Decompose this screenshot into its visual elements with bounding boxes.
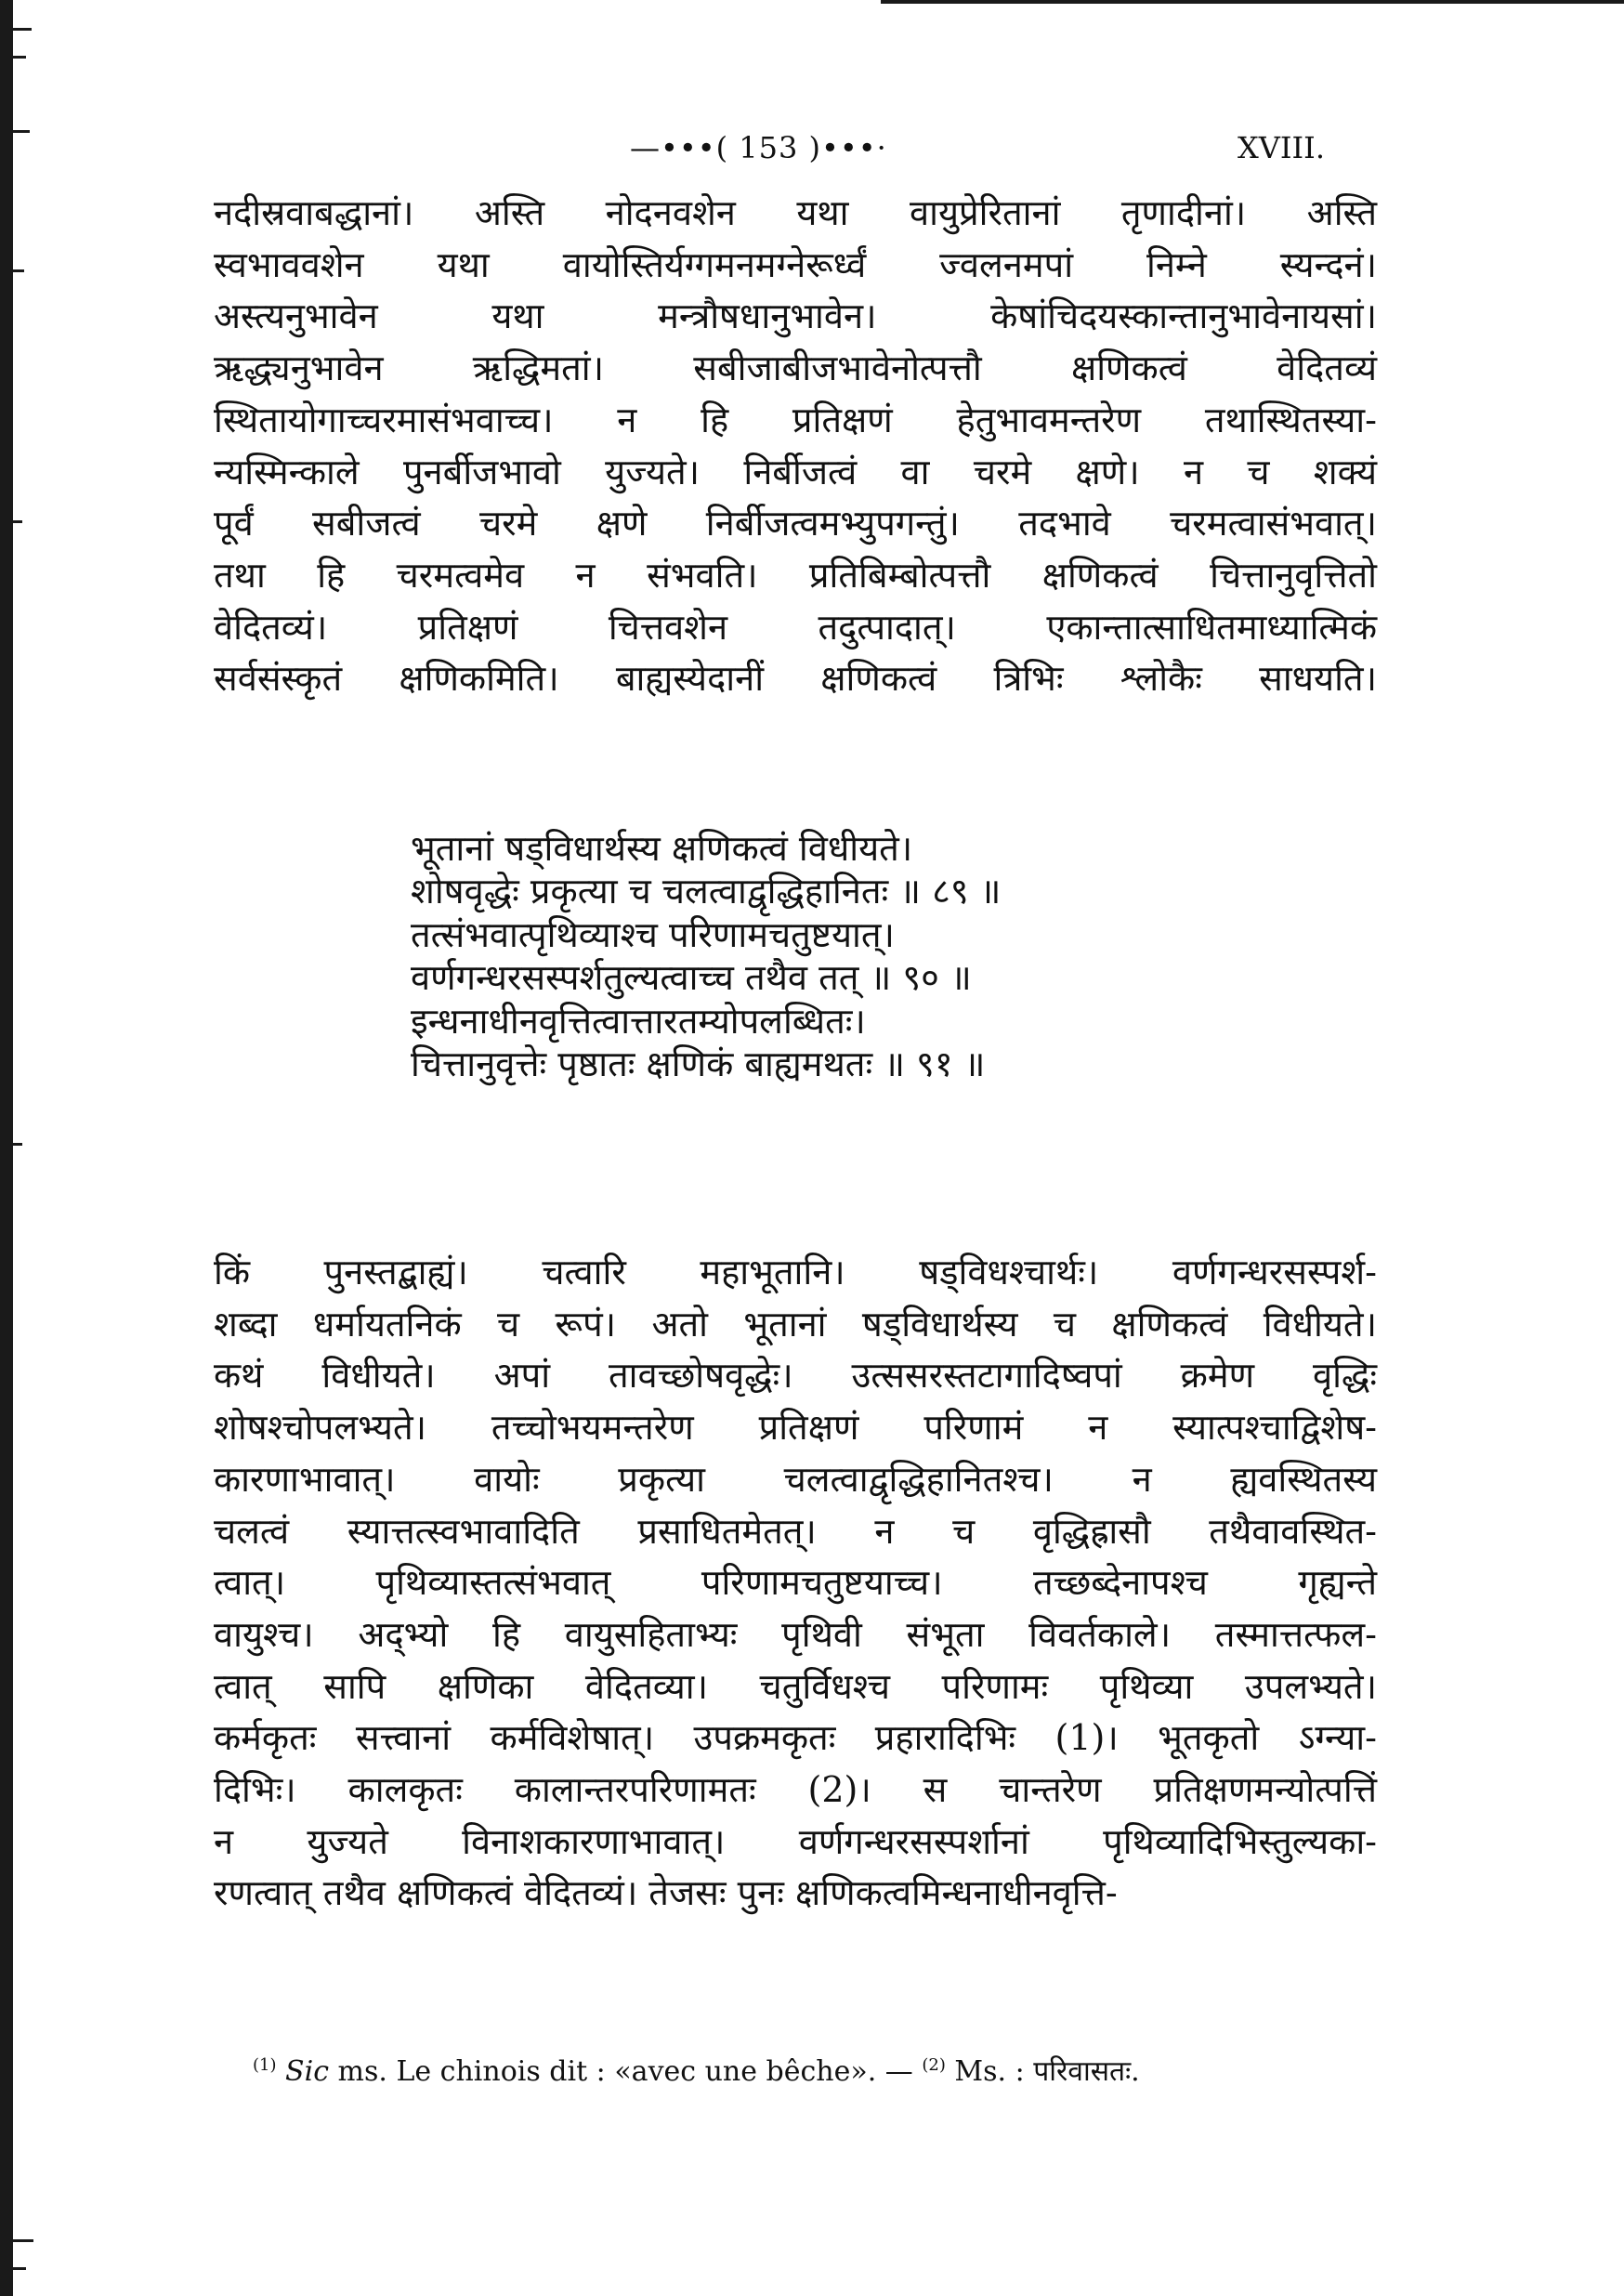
text-line: ऋद्ध्यनुभावेन ऋद्धिमतां। सबीजाबीजभावेनोत्पत्तौ क्षणिकत्वं वेदितव्यं bbox=[214, 348, 1377, 389]
footnote-marker: (1) bbox=[253, 2055, 277, 2075]
footnote-marker: (2) bbox=[922, 2055, 946, 2075]
text-line: नदीस्रवाबद्धानां। अस्ति नोदनवशेन यथा वायुप्रेरितानां तृणादीनां। अस्ति bbox=[214, 192, 1377, 233]
page-header bbox=[0, 130, 1624, 167]
scan-margin-marks bbox=[13, 0, 39, 2296]
verse-line: इन्धनाधीनवृत्तित्वात्तारतम्योपलब्धितः। bbox=[411, 1000, 866, 1042]
verse-line: शोषवृद्धेः प्रकृत्या च चलत्वाद्वृद्धिहानितः ॥ ८९ ॥ bbox=[411, 871, 1002, 912]
verse-line: तत्संभवात्पृथिव्याश्च परिणामचतुष्टयात्। bbox=[411, 913, 895, 955]
text-line: शोषश्चोपलभ्यते। तच्चोभयमन्तरेण प्रतिक्षणं परिणामं न स्यात्पश्चाद्विशेष- bbox=[214, 1407, 1377, 1449]
text-line: न युज्यते विनाशकारणाभावात्। वर्णगन्धरसस्पर्शानां पृथिव्यादिभिस्तुल्यका- bbox=[214, 1820, 1377, 1862]
text-line: कारणाभावात्। वायोः प्रकृत्या चलत्वाद्वृद्धिहानितश्च। न ह्यवस्थितस्य bbox=[214, 1458, 1377, 1500]
commentary-paragraph-1 bbox=[214, 188, 1377, 705]
footnotes bbox=[253, 2049, 1368, 2089]
text-line: किं पुनस्तद्बाह्यं। चत्वारि महाभूतानि। षड्विधश्चार्थः। वर्णगन्धरसस्पर्श- bbox=[214, 1252, 1377, 1292]
text-line: दिभिः। कालकृतः कालान्तरपरिणामतः (2)। स चान्तरेण प्रतिक्षणमन्योत्पत्तिं bbox=[214, 1769, 1377, 1811]
text-line: कर्मकृतः सत्त्वानां कर्मविशेषात्। उपक्रमकृतः प्रहारादिभिः (1)। भूतकृतो ऽग्न्या- bbox=[214, 1717, 1377, 1759]
text-line: त्वात्। पृथिव्यास्तत्संभवात् परिणामचतुष्टयाच्च। तच्छब्देनापश्च गृह्यन्ते bbox=[214, 1562, 1377, 1604]
text-line: न्यस्मिन्काले पुनर्बीजभावो युज्यते। निर्बीजत्वं वा चरमे क्षणे। न च शक्यं bbox=[214, 451, 1377, 492]
page-number: —•••( 153 )•••· bbox=[630, 130, 887, 165]
verse-block bbox=[411, 827, 1247, 1085]
text-line: वेदितव्यं। प्रतिक्षणं चित्तवशेन तदुत्पादात्। एकान्तात्साधितमाध्यात्मिकं bbox=[214, 606, 1377, 648]
text-line: तथा हि चरमत्वमेव न संभवति। प्रतिबिम्बोत्पत्तौ क्षणिकत्वं चित्तानुवृत्तितो bbox=[214, 554, 1377, 596]
text-line: सर्वसंस्कृतं क्षणिकमिति। बाह्यस्येदानीं क्षणिकत्वं त्रिभिः श्लोकैः साधयति। bbox=[214, 658, 1377, 700]
text-line: अस्त्यनुभावेन यथा मन्त्रौषधानुभावेन। केषांचिदयस्कान्तानुभावेनायसां। bbox=[214, 295, 1377, 337]
signature-mark: XVIII. bbox=[1238, 130, 1325, 165]
scan-left-edge bbox=[0, 0, 13, 2296]
verse-line: भूतानां षड्विधार्थस्य क्षणिकत्वं विधीयते। bbox=[411, 828, 913, 869]
text-line: पूर्वं सबीजत्वं चरमे क्षणे निर्बीजत्वमभ्युपगन्तुं। तदभावे चरमत्वासंभवात्। bbox=[214, 503, 1377, 544]
scan-top-edge bbox=[881, 0, 1624, 4]
verse-line: वर्णगन्धरसस्पर्शतुल्यत्वाच्च तथैव तत् ॥ ९० ॥ bbox=[411, 957, 972, 999]
text-line: शब्दा धर्मायतनिकं च रूपं। अतो भूतानां षड्विधार्थस्य च क्षणिकत्वं विधीयते। bbox=[214, 1303, 1377, 1345]
commentary-paragraph-2 bbox=[214, 1247, 1377, 1920]
text-line: स्थितायोगाच्चरमासंभवाच्च। न हि प्रतिक्षणं हेतुभावमन्तरेण तथास्थितस्या- bbox=[214, 399, 1377, 440]
footnote-sic: Sic bbox=[285, 2055, 329, 2088]
text-line: वायुश्च। अद्भ्यो हि वायुसहिताभ्यः पृथिवी संभूता विवर्तकाले। तस्मात्तत्फल- bbox=[214, 1613, 1377, 1655]
text-line: कथं विधीयते। अपां तावच्छोषवृद्धेः। उत्ससरस्तटागादिष्वपां क्रमेण वृद्धिः bbox=[214, 1355, 1377, 1397]
footnote-text: ms. Le chinois dit : «avec une bêche». — bbox=[329, 2055, 923, 2088]
text-line: त्वात् सापि क्षणिका वेदितव्या। चतुर्विधश्च परिणामः पृथिव्या उपलभ्यते। bbox=[214, 1665, 1377, 1707]
footnote-text: Ms. : परिवासतः. bbox=[945, 2055, 1140, 2088]
text-line: रणत्वात् तथैव क्षणिकत्वं वेदितव्यं। तेजसः पुनः क्षणिकत्वमिन्धनाधीनवृत्ति- bbox=[214, 1872, 1118, 1914]
text-line: स्वभाववशेन यथा वायोस्तिर्यग्गमनमग्नेरूर्ध्वं ज्वलनमपां निम्ने स्यन्दनं। bbox=[214, 243, 1377, 285]
text-line: चलत्वं स्यात्तत्स्वभावादिति प्रसाधितमेतत्। न च वृद्धिह्रासौ तथैवावस्थित- bbox=[214, 1510, 1377, 1552]
verse-line: चित्तानुवृत्तेः पृष्ठातः क्षणिकं बाह्यमथतः ॥ ९१ ॥ bbox=[411, 1043, 986, 1085]
